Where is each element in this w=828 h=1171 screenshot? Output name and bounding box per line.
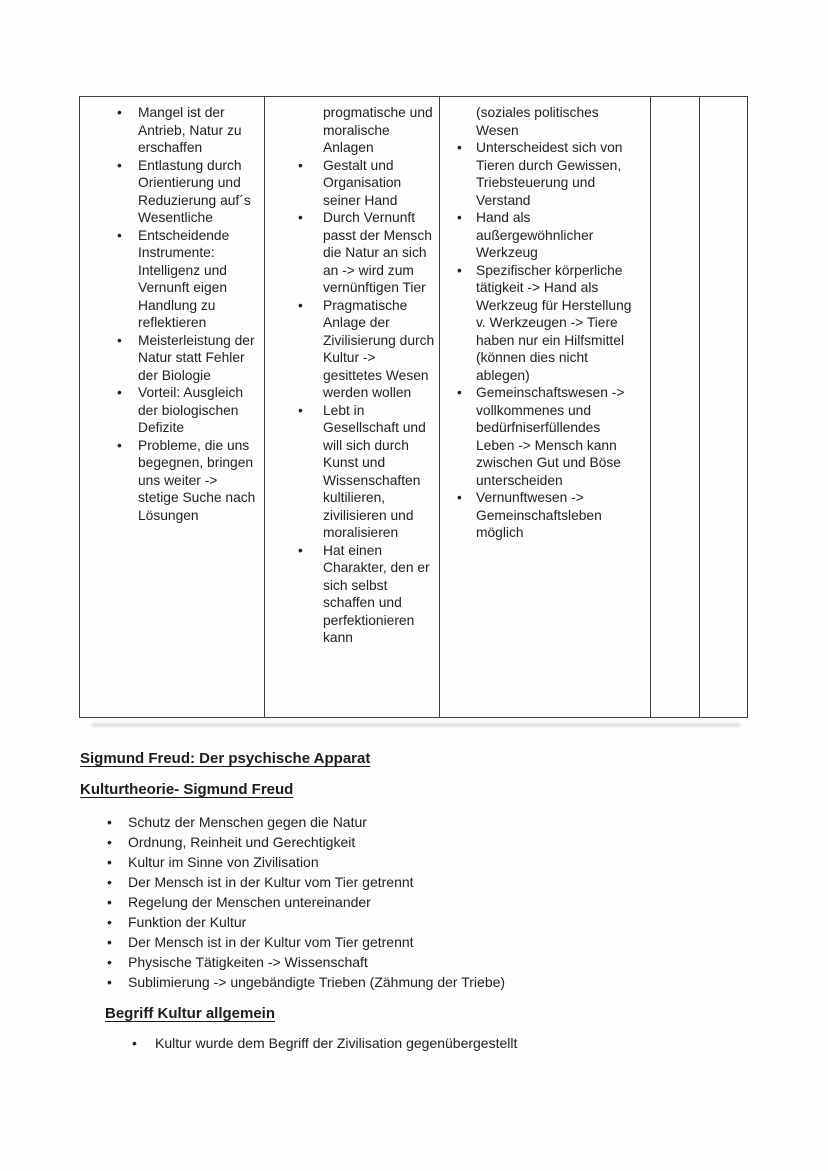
table-bullet-item xyxy=(457,139,642,209)
table-item-text: Vernunftwesen -> Gemeinschaftsleben möglich xyxy=(476,490,602,540)
bullet-icon xyxy=(457,489,476,507)
table-item-text: Entlastung durch Orientierung und Reduzierung auf´s Wesentliche xyxy=(138,157,251,225)
table-item-text: Spezifischer körperliche tätigkeit -> Hand als Werkzeug für Herstellung v. Werkzeugen -> Tiere haben nur ein Hilfsmittel (können dies nicht ablegen) xyxy=(476,262,632,383)
table-continuation-text: (soziales politisches Wesen xyxy=(476,105,599,138)
table-column-5-empty xyxy=(700,97,747,717)
bullet-icon xyxy=(132,1033,155,1053)
table-bullet-item xyxy=(117,157,258,227)
bullet-icon xyxy=(117,104,138,122)
scan-artifact xyxy=(92,723,740,727)
table-bullet-item xyxy=(298,542,435,647)
table-item-text: Hat einen Charakter, den er sich selbst schaffen und perfektionieren kann xyxy=(323,542,430,645)
bullet-icon xyxy=(457,209,476,227)
list-item xyxy=(107,972,647,992)
table-item-text: Vorteil: Ausgleich der biologischen Defizite xyxy=(138,385,244,435)
bullet-icon xyxy=(298,542,323,560)
kulturtheorie-list xyxy=(107,812,647,992)
list-item-text: Schutz der Menschen gegen die Natur xyxy=(128,814,367,830)
bullet-icon xyxy=(457,384,476,402)
table-bullet-item xyxy=(298,157,435,210)
table-bullet-item xyxy=(117,437,258,525)
table-column-2 xyxy=(265,97,440,717)
table-item-text: Lebt in Gesellschaft und will sich durch Kunst und Wissenschaften kultilieren, zivilisieren und moralisieren xyxy=(323,402,426,540)
bullet-icon xyxy=(298,402,323,420)
bullet-icon xyxy=(107,832,128,852)
table-item-text: Gemeinschaftswesen -> vollkommenes und bedürfniserfüllendes Leben -> Mensch kann zwischen Gut und Böse unterscheiden xyxy=(476,385,625,488)
table-bullet-item xyxy=(117,332,258,385)
list-item-text: Ordnung, Reinheit und Gerechtigkeit xyxy=(128,834,356,850)
bullet-icon xyxy=(107,932,128,952)
table-bullet-item xyxy=(298,297,435,402)
bullet-icon xyxy=(117,332,138,350)
table-item-text: Hand als außergewöhnlicher Werkzeug xyxy=(476,210,594,260)
table-column-1 xyxy=(80,97,265,717)
table-continuation-text: progmatische und moralische Anlagen xyxy=(323,105,433,155)
list-item-text: Sublimierung -> ungebändigte Trieben (Zähmung der Triebe) xyxy=(128,974,506,990)
list-item xyxy=(107,872,647,892)
table-bullet-item xyxy=(457,262,642,385)
bullet-icon xyxy=(107,892,128,912)
list-item xyxy=(107,832,647,852)
list-item xyxy=(132,1033,712,1053)
table-item-text: Gestalt und Organisation seiner Hand xyxy=(323,157,402,208)
table-item-text: Durch Vernunft passt der Mensch die Natur an sich an -> wird zum vernünftigen Tier xyxy=(323,210,432,295)
bullet-icon xyxy=(107,952,128,972)
table-column-3 xyxy=(440,97,651,717)
bullet-icon xyxy=(107,872,128,892)
table-bullet-item xyxy=(298,402,435,542)
bullet-icon xyxy=(107,912,128,932)
list-item-text: Der Mensch ist in der Kultur vom Tier getrennt xyxy=(128,934,414,950)
list-item-text: Kultur wurde dem Begriff der Zivilisation gegenübergestellt xyxy=(155,1035,518,1051)
table-bullet-item xyxy=(457,209,642,262)
list-item-text: Kultur im Sinne von Zivilisation xyxy=(128,854,319,870)
table-item-text: Pragmatische Anlage der Zivilisierung durch Kultur -> gesittetes Wesen werden wollen xyxy=(323,297,435,400)
begriff-kultur-list xyxy=(132,1033,712,1053)
list-item-text: Funktion der Kultur xyxy=(128,914,247,930)
bullet-icon xyxy=(107,852,128,872)
table-item-text: Unterscheidest sich von Tieren durch Gewissen, Triebsteuerung und Verstand xyxy=(476,140,623,208)
table-bullet-item xyxy=(298,209,435,297)
table-bullet-item xyxy=(457,489,642,542)
list-item-text: Der Mensch ist in der Kultur vom Tier getrennt xyxy=(128,874,414,890)
heading-freud-apparat: Sigmund Freud: Der psychische Apparat xyxy=(80,750,371,767)
list-item xyxy=(107,852,647,872)
list-item xyxy=(107,812,647,832)
table-column-4-empty xyxy=(651,97,700,717)
bullet-icon xyxy=(107,812,128,832)
heading-kulturtheorie: Kulturtheorie- Sigmund Freud xyxy=(80,781,294,798)
table-bullet-item xyxy=(457,384,642,489)
bullet-icon xyxy=(298,157,323,175)
heading-begriff-kultur: Begriff Kultur allgemein xyxy=(105,1005,276,1022)
bullet-icon xyxy=(107,972,128,992)
table-item-text: Meisterleistung der Natur statt Fehler der Biologie xyxy=(138,332,255,383)
bullet-icon xyxy=(117,157,138,175)
table-item-text: Mangel ist der Antrieb, Natur zu erschaffen xyxy=(138,105,242,155)
list-item-text: Physische Tätigkeiten -> Wissenschaft xyxy=(128,954,368,970)
bullet-icon xyxy=(457,262,476,280)
list-item xyxy=(107,952,647,972)
bullet-icon xyxy=(298,297,323,315)
table-bullet-item xyxy=(117,104,258,157)
notes-table xyxy=(79,96,748,718)
list-item xyxy=(107,892,647,912)
bullet-icon xyxy=(117,384,138,402)
list-item xyxy=(107,912,647,932)
bullet-icon xyxy=(117,437,138,455)
table-bullet-item xyxy=(117,227,258,332)
bullet-icon xyxy=(117,227,138,245)
table-item-text: Probleme, die uns begegnen, bringen uns weiter -> stetige Suche nach Lösungen xyxy=(138,437,256,523)
bullet-icon xyxy=(298,209,323,227)
list-item xyxy=(107,932,647,952)
list-item-text: Regelung der Menschen untereinander xyxy=(128,894,371,910)
bullet-icon xyxy=(457,139,476,157)
table-item-text: Entscheidende Instrumente: Intelligenz und Vernunft eigen Handlung zu reflektieren xyxy=(138,227,230,330)
table-bullet-item xyxy=(117,384,258,437)
